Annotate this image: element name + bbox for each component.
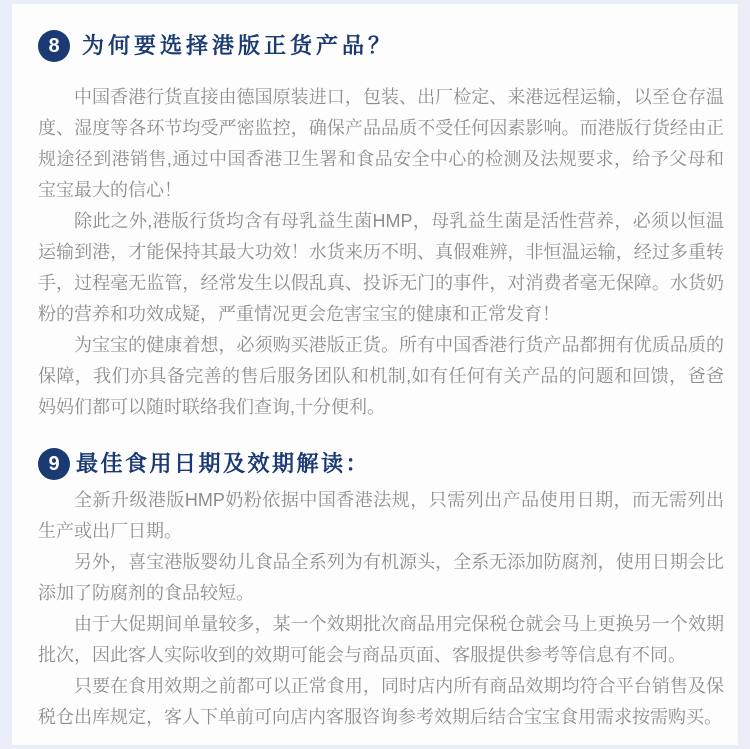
section-8-title: 为何要选择港版正货产品？ — [82, 33, 395, 58]
section-8-heading — [38, 30, 738, 62]
paragraph: 只要在食用效期之前都可以正常食用，同时店内所有商品效期均符合平台销售及保税仓出库规定，客人下单前可向店内客服咨询参考效期后结合宝宝食用需求按需购买。 — [38, 676, 724, 727]
section-best-before-date — [12, 448, 738, 733]
section-8-body — [38, 82, 724, 423]
section-9-body — [38, 485, 724, 733]
section-9-heading — [38, 448, 738, 480]
paragraph: 除此之外,港版行货均含有母乳益生菌HMP，母乳益生菌是活性营养，必须以恒温运输到港，才能保持其最大功效！水货来历不明、真假难辨，非恒温运输，经过多重转手，过程毫无监管，经常发生以假乱真、投诉无门的事件，对消费者毫无保障。水货奶粉的营养和功效成疑，严重情况更会危害宝宝的健康和正常发育！ — [38, 211, 724, 324]
paragraph: 全新升级港版HMP奶粉依据中国香港法规，只需列出产品使用日期，而无需列出生产或出厂日期。 — [38, 490, 724, 541]
circle-number-9-icon: 9 — [38, 448, 70, 480]
paragraph: 由于大促期间单量较多，某一个效期批次商品用完保税仓就会马上更换另一个效期批次，因此客人实际收到的效期可能会与商品页面、客服提供参考等信息有不同。 — [38, 614, 724, 665]
paragraph: 为宝宝的健康着想，必须购买港版正货。所有中国香港行货产品都拥有优质品质的保障，我们亦具备完善的售后服务团队和机制,如有任何有关产品的问题和回馈，爸爸妈妈们都可以随时联络我们查询,十分便利。 — [38, 335, 724, 417]
paragraph: 另外，喜宝港版婴幼儿食品全系列为有机源头，全系无添加防腐剂，使用日期会比添加了防腐剂的食品较短。 — [38, 552, 724, 603]
paragraph: 中国香港行货直接由德国原装进口，包装、出厂检定、来港远程运输，以至仓存温度、湿度等各环节均受严密监控，确保产品品质不受任何因素影响。而港版行货经由正规途径到港销售,通过中国香港卫生署和食品安全中心的检测及法规要求，给予父母和宝宝最大的信心！ — [38, 87, 724, 200]
content-area — [12, 4, 738, 745]
section-9-title: 最佳食用日期及效期解读： — [76, 451, 371, 476]
circle-number-8-icon: 8 — [38, 30, 70, 62]
section-why-choose-hk-version — [12, 30, 738, 423]
